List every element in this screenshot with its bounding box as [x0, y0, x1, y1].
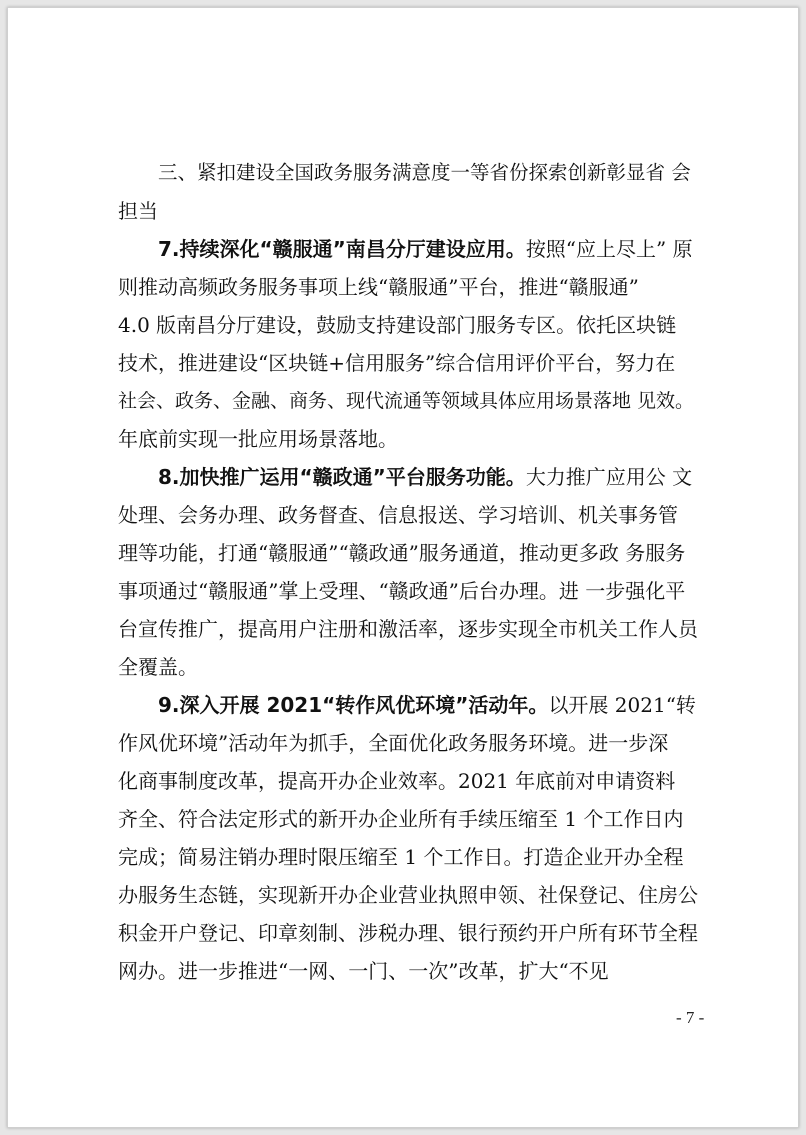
item-9-line: 积金开户登记、印章刻制、涉税办理、银行预约开户所有环节全程 [118, 921, 698, 945]
item-7-line: 社会、政务、金融、商务、现代流通等领域具体应用场景落地 见效。 [118, 390, 695, 412]
section-heading-line-1: 三、紧扣建设全国政务服务满意度一等省份探索创新彰显省 会 [158, 161, 691, 184]
item-8-line: 事项通过“赣服通”掌上受理、“赣政通”后台办理。进 一步强化平 [118, 579, 686, 603]
item-9-text: 以开展 2021“转 [548, 693, 696, 717]
item-8-text: 大力推广应用公 文 [525, 465, 693, 489]
item-8-line: 全覆盖。 [118, 655, 198, 679]
item-9-line: 完成；简易注销办理时限压缩至 1 个工作日。打造企业开办全程 [118, 845, 684, 869]
item-7-line: 年底前实现一批应用场景落地。 [118, 427, 398, 451]
item-8-first-line [158, 463, 692, 491]
page-number: - 7 - [676, 1008, 705, 1027]
item-8-line: 台宣传推广，提高用户注册和激活率，逐步实现全市机关工作人员 [118, 617, 698, 641]
item-9-first-line [158, 691, 696, 719]
item-9-line: 网办。进一步推进“一网、一门、一次”改革，扩大“不见 [118, 959, 609, 983]
item-7-text: 按照“应上尽上” 原 [525, 237, 693, 261]
item-7-line: 4.0 版南昌分厅建设，鼓励支持建设部门服务专区。依托区块链 [118, 313, 677, 337]
item-8-line: 理等功能，打通“赣服通”“赣政通”服务通道，推动更多政 务服务 [118, 541, 686, 565]
item-9-line: 作风优环境”活动年为抓手，全面优化政务服务环境。进一步深 [118, 731, 669, 755]
item-7-line: 技术，推进建设“区块链+信用服务”综合信用评价平台，努力在 [118, 351, 676, 375]
section-heading-line-2: 担当 [118, 199, 158, 223]
item-9-title: 9.深入开展 2021“转作风优环境”活动年。 [158, 693, 549, 717]
item-9-line: 办服务生态链，实现新开办企业营业执照申领、社保登记、住房公 [118, 883, 698, 907]
item-7-first-line [158, 235, 693, 263]
item-7-title: 7.持续深化“赣服通”南昌分厅建设应用。 [158, 237, 526, 261]
item-8-title: 8.加快推广运用“赣政通”平台服务功能。 [158, 465, 526, 489]
item-8-line: 处理、会务办理、政务督查、信息报送、学习培训、机关事务管 [118, 503, 678, 527]
item-9-line: 齐全、符合法定形式的新开办企业所有手续压缩至 1 个工作日内 [118, 807, 684, 831]
item-9-line: 化商事制度改革，提高开办企业效率。2021 年底前对申请资料 [118, 769, 676, 793]
item-7-line: 则推动高频政务服务事项上线“赣服通”平台，推进“赣服通” [118, 275, 639, 299]
document-page [7, 7, 799, 1128]
